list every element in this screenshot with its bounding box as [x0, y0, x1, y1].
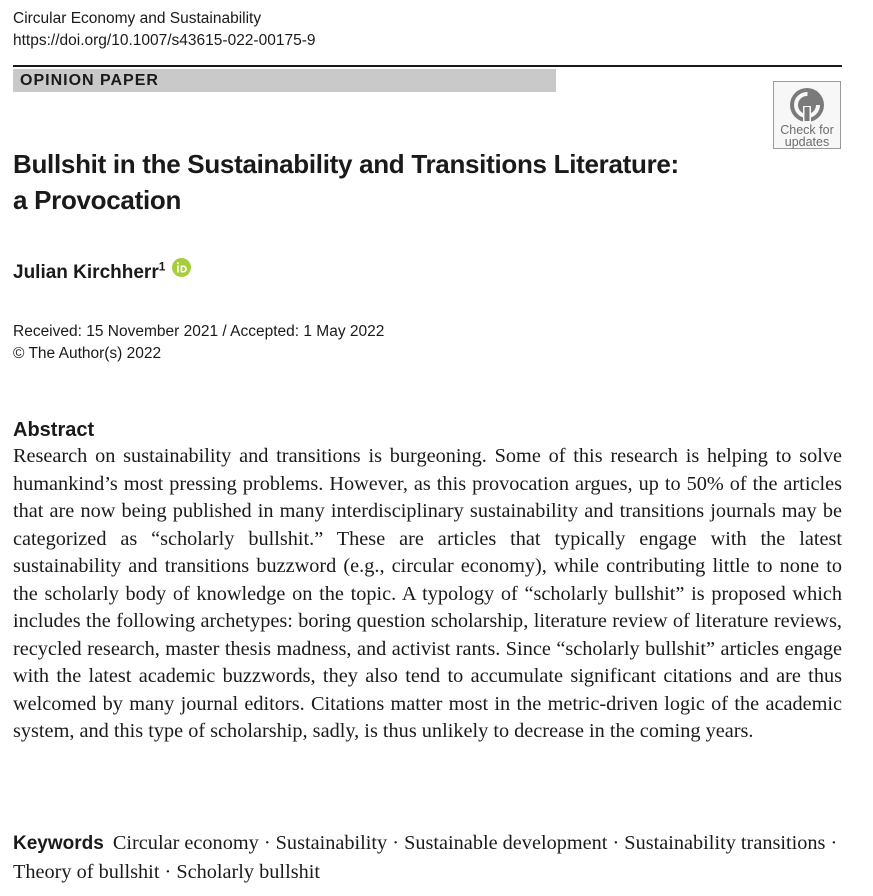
badge-line-1: Check for: [780, 123, 834, 137]
check-for-updates-badge[interactable]: [773, 81, 841, 149]
title-line-2: a Provocation: [13, 185, 182, 215]
doi-link[interactable]: https://doi.org/10.1007/s43615-022-00175-9: [13, 32, 316, 49]
journal-name: Circular Economy and Sustainability: [13, 10, 262, 27]
author-name[interactable]: Julian Kirchherr: [13, 262, 159, 283]
keywords-block: [13, 829, 842, 886]
check-for-updates-icon: [788, 86, 826, 124]
article-type-label: OPINION PAPER: [13, 69, 556, 92]
dates-block: [13, 321, 384, 365]
badge-line-2: updates: [784, 135, 830, 149]
keywords-label: Keywords: [13, 833, 104, 854]
affiliation-mark: 1: [158, 259, 166, 274]
copyright-line: © The Author(s) 2022: [13, 345, 162, 362]
header-rule: [13, 65, 842, 67]
received-accepted-dates: Received: 15 November 2021 / Accepted: 1 May 2022: [13, 323, 385, 340]
article-title: [13, 146, 753, 218]
keywords-list: Circular economy · Sustainability · Sustainable development · Sustainability transitions · Theory of bullshit · Scholarly bullshit: [13, 832, 838, 883]
journal-header: [13, 8, 315, 52]
orcid-icon[interactable]: [172, 258, 191, 277]
author-line: [13, 258, 191, 285]
title-line-1: Bullshit in the Sustainability and Transitions Literature:: [13, 149, 679, 179]
abstract-heading: Abstract: [13, 419, 95, 441]
abstract-text: Research on sustainability and transitions is burgeoning. Some of this research is helping to solve humankind’s most pressing problems. However, as this provocation argues, up to 50% of the articles that are now being published in many interdisciplinary sustainability and transitions journals may be categorized as “scholarly bullshit.” These are articles that typically engage with the latest sustainability and transitions buzzword (e.g., circular economy), while contributing little to none to the scholarly body of knowledge on the topic. A typology of “scholarly bullshit” is proposed which includes the following archetypes: boring question scholarship, literature review of literature reviews, recycled research, master thesis madness, and activist rants. Since “scholarly bullshit” articles engage with the latest academic buzzwords, they also tend to accumulate significant citations and are thus welcomed by many journal editors. Citations matter most in the metric-driven logic of the academic system, and this type of scholarship, sadly, is thus unlikely to decrease in the coming years.: [13, 445, 842, 742]
